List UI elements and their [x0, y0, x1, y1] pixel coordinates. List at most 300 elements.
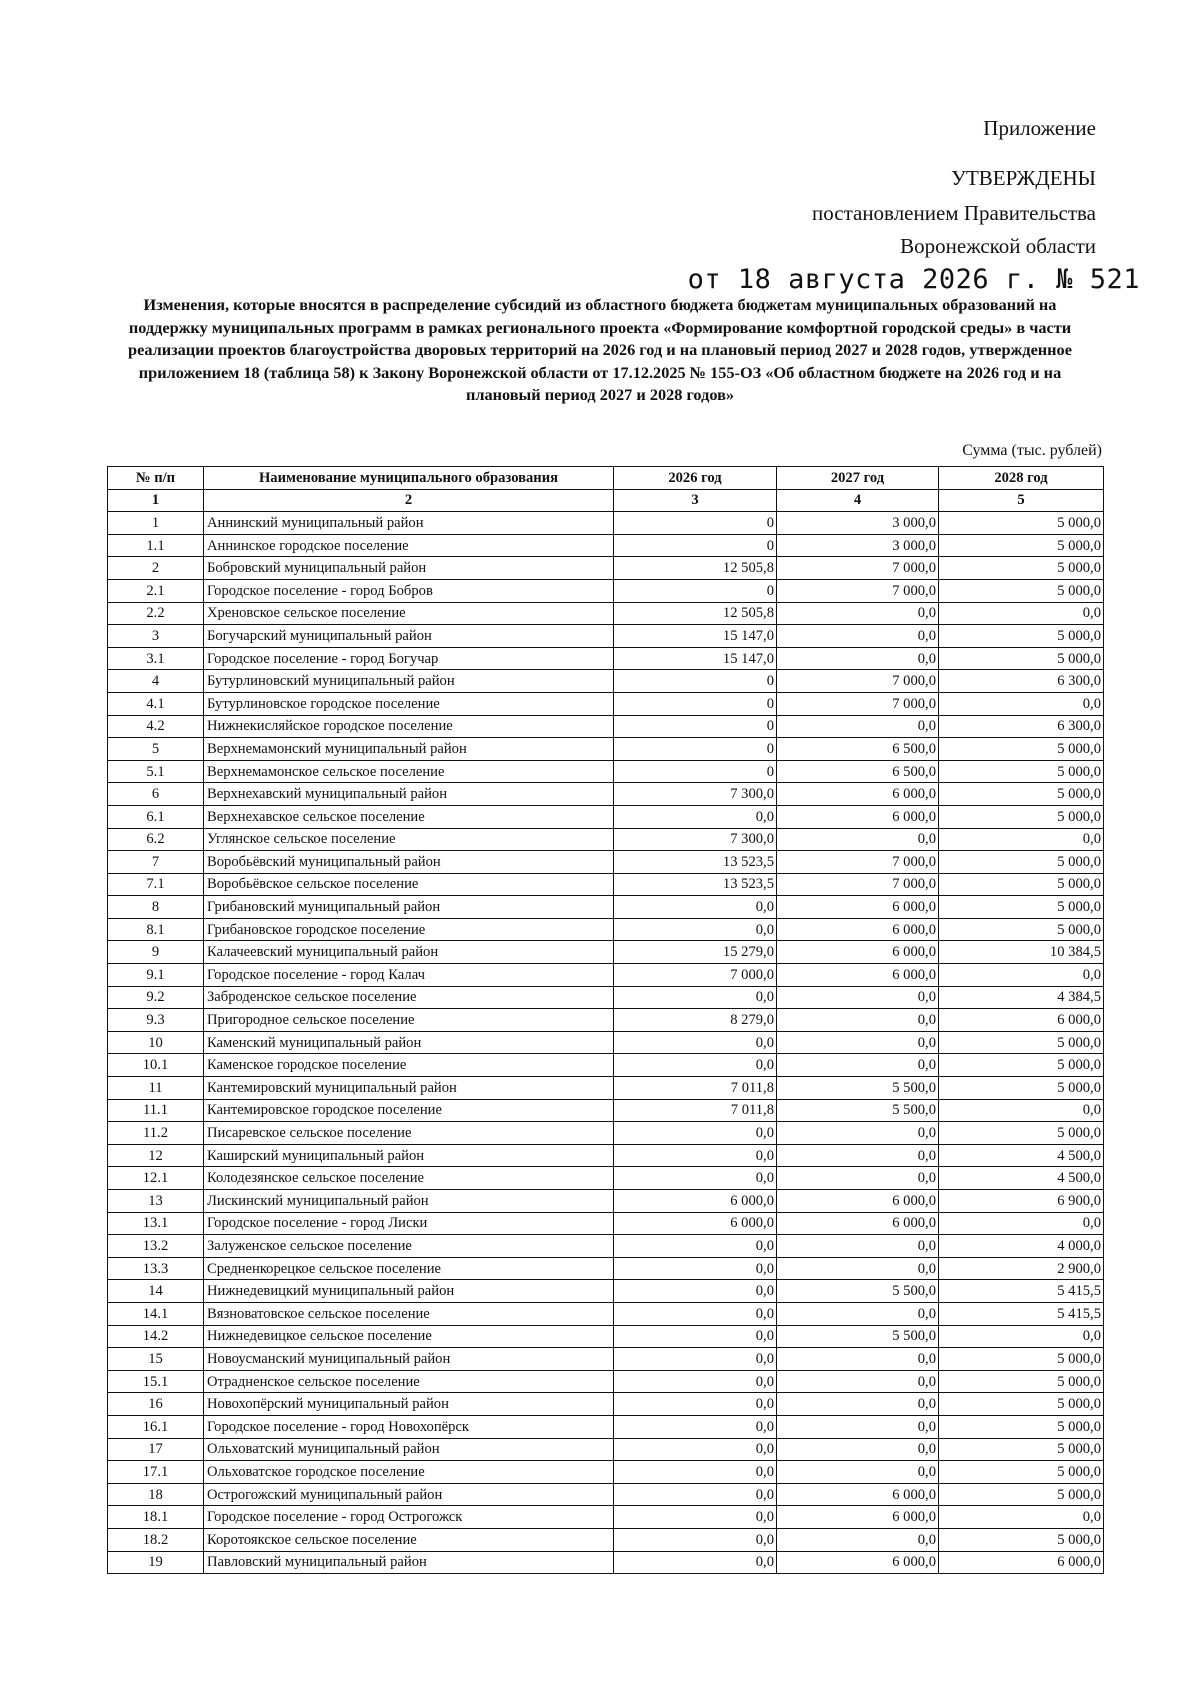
- cell-name: Хреновское сельское поселение: [204, 602, 614, 625]
- cell-2026: 0,0: [614, 1461, 777, 1484]
- cell-name: Углянское сельское поселение: [204, 828, 614, 851]
- document-title: Изменения, которые вносятся в распределение субсидий из областного бюджета бюджетам муниципальных образований на поддержку муниципальных программ в рамках регионального проекта «Формирование комфортной городской среды» в части реализации проектов благоустройства дворовых территорий на 2026 год и на плановый период 2027 и 2028 годов, утвержденное приложением 18 (таблица 58) к Закону Воронежской области от 17.12.2025 № 155-ОЗ «Об областном бюджете на 2026 год и на плановый период 2027 и 2028 годов»: [128, 295, 1072, 404]
- cell-2026: 0,0: [614, 1280, 777, 1303]
- cell-2028: 6 300,0: [939, 670, 1104, 693]
- cell-2026: 12 505,8: [614, 602, 777, 625]
- cell-name: Нижнедевицкий муниципальный район: [204, 1280, 614, 1303]
- cell-2026: 7 011,8: [614, 1077, 777, 1100]
- cell-name: Бутурлиновский муниципальный район: [204, 670, 614, 693]
- cell-2027: 5 500,0: [777, 1280, 939, 1303]
- cell-number: 17.1: [108, 1461, 204, 1484]
- cell-number: 7.1: [108, 873, 204, 896]
- cell-2026: 0,0: [614, 1054, 777, 1077]
- cell-name: Залуженское сельское поселение: [204, 1235, 614, 1258]
- cell-number: 9.2: [108, 986, 204, 1009]
- cell-2026: 0,0: [614, 986, 777, 1009]
- cell-2026: 0,0: [614, 1506, 777, 1529]
- cell-2027: 7 000,0: [777, 579, 939, 602]
- table-row: [108, 1280, 1104, 1303]
- cell-2028: 5 000,0: [939, 760, 1104, 783]
- table-row: [108, 1506, 1104, 1529]
- table-row: [108, 1190, 1104, 1213]
- table-row: [108, 1099, 1104, 1122]
- table-row: [108, 1393, 1104, 1416]
- cell-2028: 5 000,0: [939, 1393, 1104, 1416]
- cell-2027: 0,0: [777, 1461, 939, 1484]
- cell-2026: 0,0: [614, 1551, 777, 1574]
- cell-2027: 0,0: [777, 1370, 939, 1393]
- cell-number: 13.3: [108, 1257, 204, 1280]
- cell-2026: 0,0: [614, 1302, 777, 1325]
- cell-2026: 7 300,0: [614, 783, 777, 806]
- cell-2026: 0,0: [614, 1438, 777, 1461]
- cell-number: 8.1: [108, 918, 204, 941]
- col-number: 2: [204, 489, 614, 512]
- cell-2027: 6 000,0: [777, 783, 939, 806]
- col-number: 1: [108, 489, 204, 512]
- cell-number: 13.1: [108, 1212, 204, 1235]
- cell-number: 14.2: [108, 1325, 204, 1348]
- table-row: [108, 579, 1104, 602]
- cell-2028: 6 300,0: [939, 715, 1104, 738]
- cell-2028: 5 000,0: [939, 738, 1104, 761]
- cell-2026: 0: [614, 715, 777, 738]
- table-row: [108, 964, 1104, 987]
- cell-number: 18.1: [108, 1506, 204, 1529]
- cell-2027: 5 500,0: [777, 1325, 939, 1348]
- cell-number: 6: [108, 783, 204, 806]
- cell-2027: 6 500,0: [777, 760, 939, 783]
- table-row: [108, 1415, 1104, 1438]
- cell-2028: 0,0: [939, 1099, 1104, 1122]
- table-row: [108, 1528, 1104, 1551]
- cell-2028: 5 415,5: [939, 1302, 1104, 1325]
- cell-name: Средненкорецкое сельское поселение: [204, 1257, 614, 1280]
- table-row: [108, 1122, 1104, 1145]
- cell-number: 9.1: [108, 964, 204, 987]
- cell-number: 5.1: [108, 760, 204, 783]
- col-number: 3: [614, 489, 777, 512]
- cell-2028: 4 000,0: [939, 1235, 1104, 1258]
- cell-2028: 0,0: [939, 1212, 1104, 1235]
- cell-name: Павловский муниципальный район: [204, 1551, 614, 1574]
- cell-2026: 0: [614, 738, 777, 761]
- table-row: [108, 1325, 1104, 1348]
- cell-2026: 0,0: [614, 1257, 777, 1280]
- cell-2028: 6 000,0: [939, 1551, 1104, 1574]
- cell-2027: 7 000,0: [777, 873, 939, 896]
- cell-name: Городское поселение - город Бобров: [204, 579, 614, 602]
- cell-2028: 0,0: [939, 602, 1104, 625]
- cell-number: 13: [108, 1190, 204, 1213]
- cell-name: Городское поселение - город Калач: [204, 964, 614, 987]
- cell-2026: 15 279,0: [614, 941, 777, 964]
- cell-2026: 0,0: [614, 1370, 777, 1393]
- cell-name: Колодезянское сельское поселение: [204, 1167, 614, 1190]
- cell-2028: 5 000,0: [939, 1077, 1104, 1100]
- table-row: [108, 760, 1104, 783]
- cell-number: 2.1: [108, 579, 204, 602]
- table-row: [108, 1551, 1104, 1574]
- cell-2026: 13 523,5: [614, 873, 777, 896]
- cell-number: 8: [108, 896, 204, 919]
- cell-name: Вязноватовское сельское поселение: [204, 1302, 614, 1325]
- cell-name: Городское поселение - город Новохопёрск: [204, 1415, 614, 1438]
- table-row: [108, 1031, 1104, 1054]
- cell-number: 15.1: [108, 1370, 204, 1393]
- table-row: [108, 805, 1104, 828]
- cell-name: Аннинский муниципальный район: [204, 512, 614, 535]
- cell-2028: 5 000,0: [939, 1031, 1104, 1054]
- cell-2028: 5 000,0: [939, 557, 1104, 580]
- cell-name: Острогожский муниципальный район: [204, 1483, 614, 1506]
- table-row: [108, 918, 1104, 941]
- cell-2027: 6 000,0: [777, 1506, 939, 1529]
- cell-number: 2.2: [108, 602, 204, 625]
- cell-name: Верхнехавское сельское поселение: [204, 805, 614, 828]
- cell-2026: 13 523,5: [614, 851, 777, 874]
- table-row: [108, 602, 1104, 625]
- cell-2027: 0,0: [777, 602, 939, 625]
- cell-name: Верхнемамонский муниципальный район: [204, 738, 614, 761]
- cell-2027: 6 000,0: [777, 1212, 939, 1235]
- appendix-label: Приложение: [983, 116, 1096, 140]
- decree-date-number: от 18 августа 2026 г. № 521: [687, 264, 1140, 295]
- table-header-row: [108, 467, 1104, 490]
- table-body: [108, 512, 1104, 1574]
- cell-2028: 6 900,0: [939, 1190, 1104, 1213]
- cell-name: Грибановское городское поселение: [204, 918, 614, 941]
- cell-name: Городское поселение - город Богучар: [204, 647, 614, 670]
- table-row: [108, 1212, 1104, 1235]
- cell-number: 11: [108, 1077, 204, 1100]
- cell-name: Воробьёвское сельское поселение: [204, 873, 614, 896]
- table-row: [108, 1348, 1104, 1371]
- cell-number: 16.1: [108, 1415, 204, 1438]
- cell-2028: 5 000,0: [939, 1122, 1104, 1145]
- cell-2027: 0,0: [777, 986, 939, 1009]
- table-row: [108, 512, 1104, 535]
- col-header-2028: 2028 год: [939, 467, 1104, 490]
- cell-number: 3: [108, 625, 204, 648]
- cell-name: Верхнехавский муниципальный район: [204, 783, 614, 806]
- cell-name: Кантемировское городское поселение: [204, 1099, 614, 1122]
- cell-2028: 5 000,0: [939, 805, 1104, 828]
- table-row: [108, 1483, 1104, 1506]
- cell-2026: 0: [614, 670, 777, 693]
- cell-2026: 7 011,8: [614, 1099, 777, 1122]
- decree-label: постановлением Правительства: [811, 201, 1096, 225]
- column-number-row: [108, 489, 1104, 512]
- cell-number: 6.1: [108, 805, 204, 828]
- cell-name: Новоусманский муниципальный район: [204, 1348, 614, 1371]
- cell-number: 19: [108, 1551, 204, 1574]
- cell-number: 18: [108, 1483, 204, 1506]
- cell-2028: 5 000,0: [939, 918, 1104, 941]
- cell-2028: 5 000,0: [939, 783, 1104, 806]
- cell-2028: 5 000,0: [939, 873, 1104, 896]
- cell-2026: 0,0: [614, 1348, 777, 1371]
- col-header-2026: 2026 год: [614, 467, 777, 490]
- cell-2027: 0,0: [777, 1302, 939, 1325]
- cell-name: Кантемировский муниципальный район: [204, 1077, 614, 1100]
- cell-2028: 0,0: [939, 1506, 1104, 1529]
- cell-number: 14.1: [108, 1302, 204, 1325]
- cell-name: Новохопёрский муниципальный район: [204, 1393, 614, 1416]
- table-row: [108, 941, 1104, 964]
- table-row: [108, 851, 1104, 874]
- cell-name: Коротоякское сельское поселение: [204, 1528, 614, 1551]
- table-row: [108, 1235, 1104, 1258]
- table-row: [108, 647, 1104, 670]
- cell-2027: 6 000,0: [777, 805, 939, 828]
- cell-number: 10.1: [108, 1054, 204, 1077]
- table-row: [108, 738, 1104, 761]
- table-row: [108, 1009, 1104, 1032]
- cell-number: 10: [108, 1031, 204, 1054]
- cell-name: Нижнекисляйское городское поселение: [204, 715, 614, 738]
- cell-2028: 0,0: [939, 692, 1104, 715]
- cell-2028: 5 000,0: [939, 534, 1104, 557]
- table-row: [108, 534, 1104, 557]
- cell-2027: 0,0: [777, 1528, 939, 1551]
- cell-2028: 5 000,0: [939, 1415, 1104, 1438]
- table-row: [108, 986, 1104, 1009]
- cell-2026: 6 000,0: [614, 1212, 777, 1235]
- cell-2027: 0,0: [777, 1393, 939, 1416]
- cell-2027: 5 500,0: [777, 1077, 939, 1100]
- cell-2028: 5 000,0: [939, 1438, 1104, 1461]
- cell-2028: 0,0: [939, 828, 1104, 851]
- cell-2026: 0,0: [614, 1031, 777, 1054]
- cell-2028: 5 000,0: [939, 512, 1104, 535]
- cell-2028: 4 500,0: [939, 1144, 1104, 1167]
- table-row: [108, 828, 1104, 851]
- table-row: [108, 1144, 1104, 1167]
- cell-name: Лискинский муниципальный район: [204, 1190, 614, 1213]
- cell-name: Каширский муниципальный район: [204, 1144, 614, 1167]
- units-label: Сумма (тыс. рублей): [962, 442, 1102, 459]
- cell-2027: 6 000,0: [777, 1190, 939, 1213]
- cell-name: Заброденское сельское поселение: [204, 986, 614, 1009]
- cell-name: Пригородное сельское поселение: [204, 1009, 614, 1032]
- cell-2028: 5 415,5: [939, 1280, 1104, 1303]
- cell-name: Верхнемамонское сельское поселение: [204, 760, 614, 783]
- cell-name: Бутурлиновское городское поселение: [204, 692, 614, 715]
- cell-2027: 7 000,0: [777, 692, 939, 715]
- cell-2027: 6 000,0: [777, 918, 939, 941]
- cell-2027: 3 000,0: [777, 512, 939, 535]
- cell-2026: 7 000,0: [614, 964, 777, 987]
- cell-2026: 0,0: [614, 1235, 777, 1258]
- table-row: [108, 1077, 1104, 1100]
- cell-2028: 10 384,5: [939, 941, 1104, 964]
- cell-2028: 5 000,0: [939, 1348, 1104, 1371]
- cell-2026: 8 279,0: [614, 1009, 777, 1032]
- cell-2026: 0: [614, 579, 777, 602]
- cell-2028: 5 000,0: [939, 1054, 1104, 1077]
- cell-2026: 0: [614, 760, 777, 783]
- cell-2026: 6 000,0: [614, 1190, 777, 1213]
- table-row: [108, 1167, 1104, 1190]
- table-row: [108, 670, 1104, 693]
- cell-2027: 0,0: [777, 715, 939, 738]
- cell-2026: 12 505,8: [614, 557, 777, 580]
- table-row: [108, 1257, 1104, 1280]
- col-header-name: Наименование муниципального образования: [204, 467, 614, 490]
- cell-2027: 3 000,0: [777, 534, 939, 557]
- cell-number: 1.1: [108, 534, 204, 557]
- cell-number: 9.3: [108, 1009, 204, 1032]
- cell-number: 2: [108, 557, 204, 580]
- table-row: [108, 625, 1104, 648]
- cell-number: 3.1: [108, 647, 204, 670]
- cell-name: Городское поселение - город Острогожск: [204, 1506, 614, 1529]
- cell-2028: 5 000,0: [939, 1483, 1104, 1506]
- cell-2027: 6 500,0: [777, 738, 939, 761]
- cell-2027: 0,0: [777, 1415, 939, 1438]
- cell-2027: 0,0: [777, 1167, 939, 1190]
- cell-name: Грибановский муниципальный район: [204, 896, 614, 919]
- col-header-number: № п/п: [108, 467, 204, 490]
- cell-number: 11.2: [108, 1122, 204, 1145]
- cell-2027: 6 000,0: [777, 964, 939, 987]
- cell-2026: 0,0: [614, 1167, 777, 1190]
- cell-number: 4.1: [108, 692, 204, 715]
- cell-2026: 0,0: [614, 918, 777, 941]
- cell-name: Ольховатское городское поселение: [204, 1461, 614, 1484]
- cell-2027: 0,0: [777, 1009, 939, 1032]
- cell-2026: 15 147,0: [614, 647, 777, 670]
- cell-name: Писаревское сельское поселение: [204, 1122, 614, 1145]
- cell-2027: 0,0: [777, 1438, 939, 1461]
- subsidy-table: [107, 466, 1104, 1574]
- cell-number: 11.1: [108, 1099, 204, 1122]
- col-number: 5: [939, 489, 1104, 512]
- table-row: [108, 873, 1104, 896]
- cell-2028: 5 000,0: [939, 1528, 1104, 1551]
- cell-2026: 0,0: [614, 1325, 777, 1348]
- cell-2027: 5 500,0: [777, 1099, 939, 1122]
- cell-2028: 0,0: [939, 964, 1104, 987]
- cell-name: Каменское городское поселение: [204, 1054, 614, 1077]
- cell-2027: 0,0: [777, 1235, 939, 1258]
- cell-2028: 4 384,5: [939, 986, 1104, 1009]
- cell-number: 14: [108, 1280, 204, 1303]
- table-row: [108, 715, 1104, 738]
- cell-2026: 7 300,0: [614, 828, 777, 851]
- cell-name: Воробьёвский муниципальный район: [204, 851, 614, 874]
- cell-2028: 5 000,0: [939, 625, 1104, 648]
- cell-name: Отрадненское сельское поселение: [204, 1370, 614, 1393]
- cell-number: 9: [108, 941, 204, 964]
- cell-2027: 6 000,0: [777, 896, 939, 919]
- cell-2026: 0,0: [614, 896, 777, 919]
- cell-2026: 15 147,0: [614, 625, 777, 648]
- cell-2026: 0,0: [614, 1415, 777, 1438]
- cell-2026: 0,0: [614, 1144, 777, 1167]
- cell-name: Аннинское городское поселение: [204, 534, 614, 557]
- cell-2027: 0,0: [777, 828, 939, 851]
- cell-number: 15: [108, 1348, 204, 1371]
- cell-number: 1: [108, 512, 204, 535]
- cell-number: 12: [108, 1144, 204, 1167]
- cell-2027: 0,0: [777, 647, 939, 670]
- cell-2027: 6 000,0: [777, 941, 939, 964]
- table-row: [108, 557, 1104, 580]
- cell-2028: 0,0: [939, 1325, 1104, 1348]
- cell-2028: 2 900,0: [939, 1257, 1104, 1280]
- col-number: 4: [777, 489, 939, 512]
- cell-2027: 6 000,0: [777, 1483, 939, 1506]
- table-row: [108, 1461, 1104, 1484]
- cell-2026: 0,0: [614, 1122, 777, 1145]
- table-row: [108, 1370, 1104, 1393]
- cell-2027: 6 000,0: [777, 1551, 939, 1574]
- cell-2028: 6 000,0: [939, 1009, 1104, 1032]
- cell-number: 7: [108, 851, 204, 874]
- region-label: Воронежской области: [900, 234, 1096, 258]
- cell-name: Городское поселение - город Лиски: [204, 1212, 614, 1235]
- cell-2026: 0,0: [614, 1528, 777, 1551]
- cell-2026: 0: [614, 692, 777, 715]
- cell-number: 12.1: [108, 1167, 204, 1190]
- cell-number: 18.2: [108, 1528, 204, 1551]
- cell-2027: 7 000,0: [777, 557, 939, 580]
- cell-2028: 5 000,0: [939, 1370, 1104, 1393]
- cell-name: Калачеевский муниципальный район: [204, 941, 614, 964]
- cell-number: 4.2: [108, 715, 204, 738]
- cell-2027: 0,0: [777, 1122, 939, 1145]
- cell-name: Богучарский муниципальный район: [204, 625, 614, 648]
- cell-number: 13.2: [108, 1235, 204, 1258]
- cell-name: Ольховатский муниципальный район: [204, 1438, 614, 1461]
- cell-number: 17: [108, 1438, 204, 1461]
- col-header-2027: 2027 год: [777, 467, 939, 490]
- cell-name: Нижнедевицкое сельское поселение: [204, 1325, 614, 1348]
- cell-2027: 0,0: [777, 1031, 939, 1054]
- cell-2027: 0,0: [777, 625, 939, 648]
- approved-label: УТВЕРЖДЕНЫ: [951, 166, 1096, 190]
- cell-number: 5: [108, 738, 204, 761]
- cell-2028: 5 000,0: [939, 896, 1104, 919]
- cell-2026: 0: [614, 512, 777, 535]
- cell-2027: 0,0: [777, 1348, 939, 1371]
- cell-2026: 0: [614, 534, 777, 557]
- table-row: [108, 896, 1104, 919]
- cell-2026: 0,0: [614, 805, 777, 828]
- cell-2028: 5 000,0: [939, 851, 1104, 874]
- cell-2027: 0,0: [777, 1144, 939, 1167]
- table-row: [108, 1438, 1104, 1461]
- cell-number: 16: [108, 1393, 204, 1416]
- cell-2026: 0,0: [614, 1393, 777, 1416]
- table-row: [108, 1054, 1104, 1077]
- cell-2028: 5 000,0: [939, 579, 1104, 602]
- cell-2027: 0,0: [777, 1257, 939, 1280]
- cell-name: Бобровский муниципальный район: [204, 557, 614, 580]
- cell-2028: 5 000,0: [939, 1461, 1104, 1484]
- table-row: [108, 692, 1104, 715]
- cell-2026: 0,0: [614, 1483, 777, 1506]
- cell-name: Каменский муниципальный район: [204, 1031, 614, 1054]
- table-row: [108, 783, 1104, 806]
- cell-2027: 7 000,0: [777, 851, 939, 874]
- cell-2028: 5 000,0: [939, 647, 1104, 670]
- cell-2027: 7 000,0: [777, 670, 939, 693]
- cell-number: 6.2: [108, 828, 204, 851]
- cell-2027: 0,0: [777, 1054, 939, 1077]
